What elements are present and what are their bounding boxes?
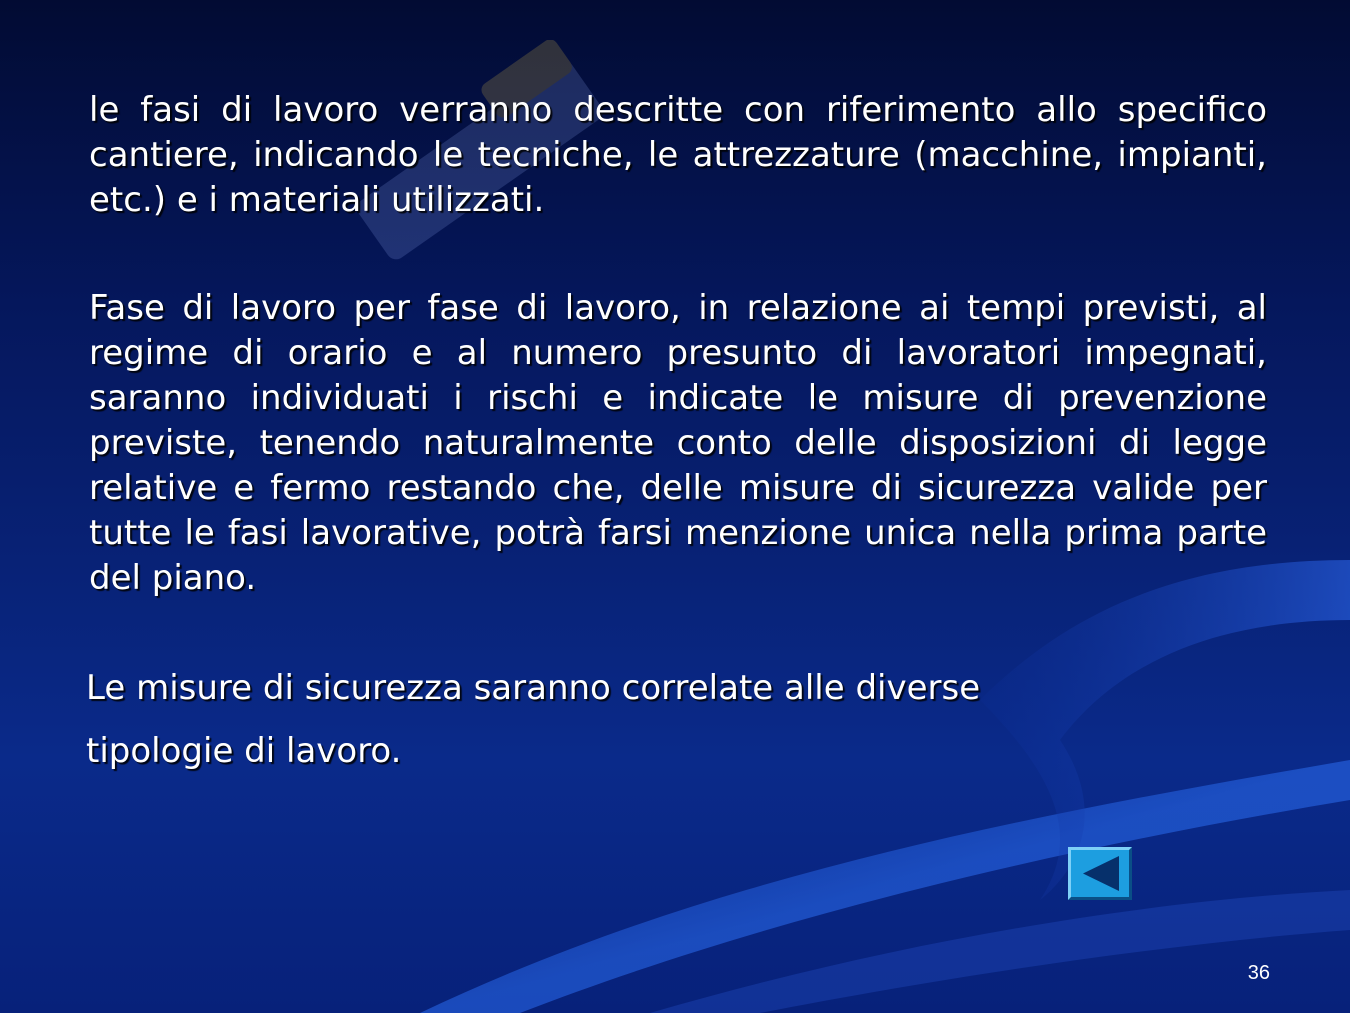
final-line-1: Le misure di sicurezza saranno correlate alle diverse: [86, 668, 981, 708]
triangle-left-icon: [1071, 850, 1129, 897]
page-number: 36: [1247, 962, 1270, 984]
final-line-2: tipologie di lavoro.: [86, 731, 402, 771]
back-button[interactable]: [1068, 847, 1132, 900]
paragraph-phases-description: le fasi di lavoro verranno descritte con riferimento allo specifico cantiere, indicando le tecniche, le attrezzature (macchine, impianti, etc.) e i materiali utilizzati.: [89, 90, 1267, 220]
paragraph-risk-assessment: Fase di lavoro per fase di lavoro, in relazione ai tempi previsti, al regime di orario e al numero presunto di lavoratori impegnati, saranno individuati i rischi e indicate le misure di prevenzione previste, tenendo naturalmente conto delle disposizioni di legge relative e fermo restando che, delle misure di sicurezza valide per tutte le fasi lavorative, potrà farsi menzione unica nella prima parte del piano.: [89, 288, 1267, 598]
